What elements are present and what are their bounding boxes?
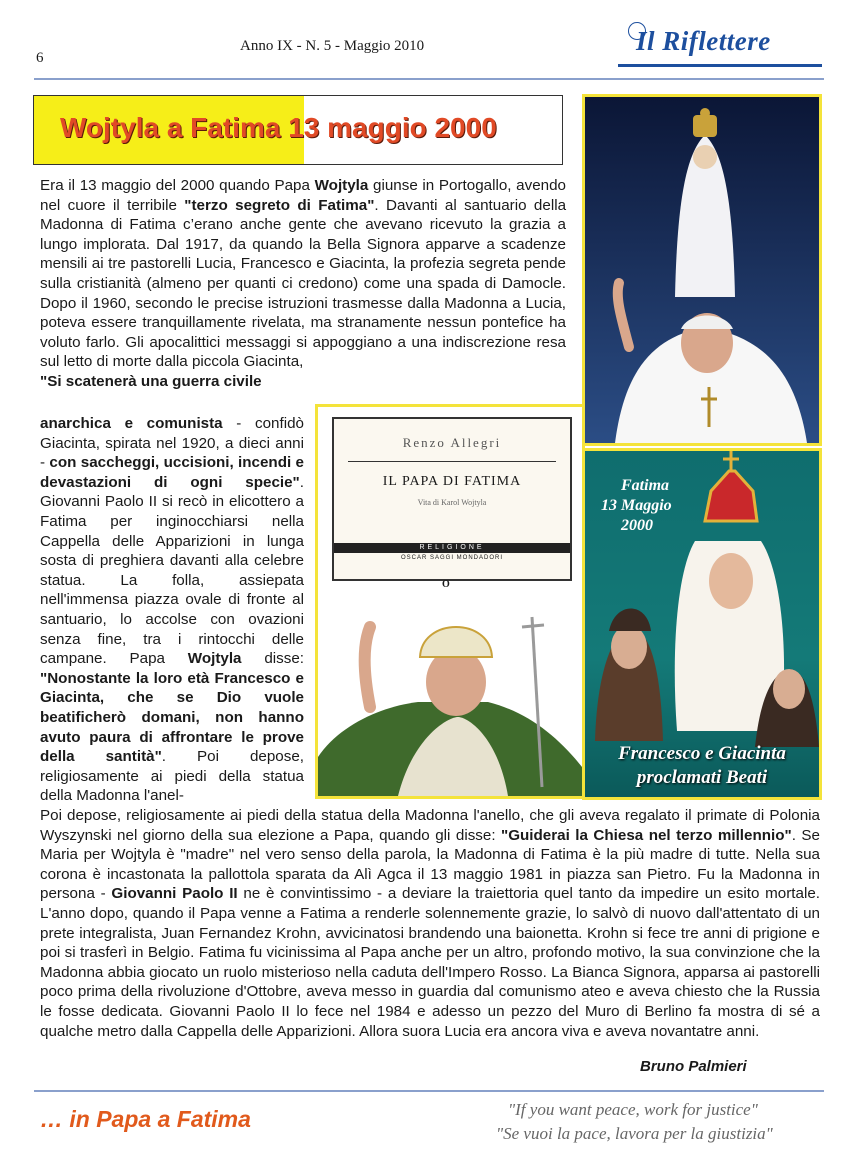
article-author: Bruno Palmieri [640, 1058, 747, 1075]
text-run: Wojtyla [187, 650, 242, 668]
page-number: 6 [36, 50, 44, 66]
text-run: "terzo segreto di Fatima" [184, 196, 375, 214]
text-run: Poi depose, religiosamente ai piedi della statua della Madonna l'anello, che gli aveva regalato il primate di Polonia Wyszynski nel giorno della sua elezione a Papa, quando gli disse: [40, 807, 820, 844]
book-series: RELIGIONE [334, 543, 570, 553]
text-run: . Poi depose, religiosamente ai piedi della statua della Madonna l'anel- [40, 748, 305, 805]
text-run: "Nonostante la loro età Francesco e Giacinta, che se Dio vuole beatificherò domani, non hanno avuto paura di affrontare le prove della santità" [40, 669, 304, 766]
beati-line-2: 13 Maggio [601, 497, 672, 514]
title-part-2: 13 maggio 2000 [280, 112, 497, 143]
footer-divider [34, 1090, 824, 1092]
issue-info: Anno IX - N. 5 - Maggio 2010 [240, 38, 425, 54]
book-publisher-mark: O [442, 579, 450, 590]
article-paragraph-2 [40, 414, 304, 806]
photo-book-cover [315, 404, 585, 799]
article-title-box [33, 95, 563, 165]
photo-beatification-poster [582, 448, 822, 800]
logo-underline [618, 64, 822, 67]
text-run: Giovanni Paolo II [111, 885, 238, 903]
photo-pope-blessing-illustration [318, 587, 582, 796]
text-run: con saccheggi, uccisioni, incendi e devastazioni di ogni specie" [40, 454, 305, 491]
text-run: ne è convintissimo - a deviare la traiettoria quel tanto da impedire un esito mortale. L'anno dopo, quando il Papa venne a Fatima a renderle solennemente grazie, lo salvò di nuovo dall'attentato di un prete integralista, Juan Fernandez Krohn, avvicinatosi brandendo una baionetta. Krohn si fece tre anni di prigione e poi si trasferì in Belgio. Fatima fu vicinissima al Papa anche per un altro, profondo motivo, la sua convinzione che la Madonna abbia giocato un ruolo misterioso nella caduta dell'Impero Rosso. La Bianca Signora, apparsa ai pastorelli poco prima della rivoluzione d'Ottobre, aveva messo in guardia dal comunismo ateo e aveva chiesto che la Russia le fosse dedicata. Giovanni Paolo II lo fece nel 1984 e adesso un pezzo del Muro di Berlino fa mostra di sé a qualche metro dalla Cappella delle Apparizioni. Allora suora Lucia era ancora viva e aveva novantatre anni. [40, 885, 820, 1040]
book-title: IL PAPA DI FATIMA [382, 474, 522, 489]
text-run: - confidò Giacinta, spirata nel 1920, a dieci anni - [40, 415, 304, 472]
header-divider [34, 78, 824, 80]
article-title [60, 112, 497, 144]
title-part-1: Wojtyla a Fatima [60, 112, 281, 143]
book-cover [332, 417, 572, 581]
text-run: Wojtyla [314, 177, 369, 194]
footer-quote-italian: "Se vuoi la pace, lavora per la giustizia" [496, 1124, 773, 1143]
article-paragraph-1 [40, 176, 566, 392]
footer-next-article: … in Papa a Fatima [40, 1106, 251, 1132]
article-paragraph-3 [40, 806, 820, 1041]
beati-line-3: 2000 [621, 517, 653, 534]
beati-caption-1: Francesco e Giacinta [618, 743, 786, 764]
photo-pope-with-statue [582, 94, 822, 446]
footer-quote-english: "If you want peace, work for justice" [508, 1100, 758, 1119]
text-run: . Giovanni Paolo II si recò in elicottero a Fatima per inginocchiarsi nella Cappella delle Apparizioni in lunga sosta di preghiera davanti alla celebre statua. La folla, assiepata nell'immensa piazza ovale di fronte al santuario, lo accolse con ovazioni senza fine, tra i rintocchi delle campane. Papa [40, 473, 304, 668]
book-subtitle: Vita di Karol Wojtyla [417, 498, 487, 507]
text-run: anarchica e comunista [40, 415, 223, 432]
book-author: Renzo Allegri [402, 435, 502, 450]
book-publisher: OSCAR SAGGI MONDADORI [400, 555, 503, 561]
beati-line-1: Fatima [621, 477, 670, 494]
logo-text: Il Riflettere [636, 26, 771, 56]
text-run: "Guiderai la Chiesa nel terzo millennio" [501, 826, 792, 844]
text-run: . Se Maria per Wojtyla è "madre" nel vero senso della parola, la Madonna di Fatima è la più madre di tutte. Nella sua corona è incastonata la pallottola sparata da Alì Agca il 13 maggio 1981 in piazza san Pietro. Fu la Madonna in persona - [40, 826, 820, 903]
text-run: Era il 13 maggio del 2000 quando Papa [40, 177, 315, 194]
text-run: . Davanti al santuario della Madonna di Fatima c’erano anche gente che avevano ricevuto la grazia a lungo implorata. Dal 1917, da quando la Bella Signora apparve a scadenze mensili ai tre pastorelli Lucia, Francesco e Giacinta, la profezia segreta pende sulla cristianità (almeno per quanti ci credono) come una spada di Damocle. Dopo il 1960, secondo le precise istruzioni trasmesse dalla Madonna a Lucia, poteva essere tranquillamente rivelata, ma stranamente nessun pontefice ha voluto farlo. Gli apocalittici messaggi si appoggiano a una indiscrezione resa sul letto di morte dalla piccola Giacinta, [40, 196, 567, 371]
text-run: disse: [241, 650, 304, 668]
beati-caption-2: proclamati Beati [636, 767, 768, 788]
photo-pope-statue-illustration [585, 97, 819, 443]
text-run: "Si scatenerà una guerra civile [40, 372, 262, 390]
masthead-logo [614, 22, 820, 66]
text-run: giunse in Portogallo, avendo nel cuore il terribile [40, 177, 567, 214]
